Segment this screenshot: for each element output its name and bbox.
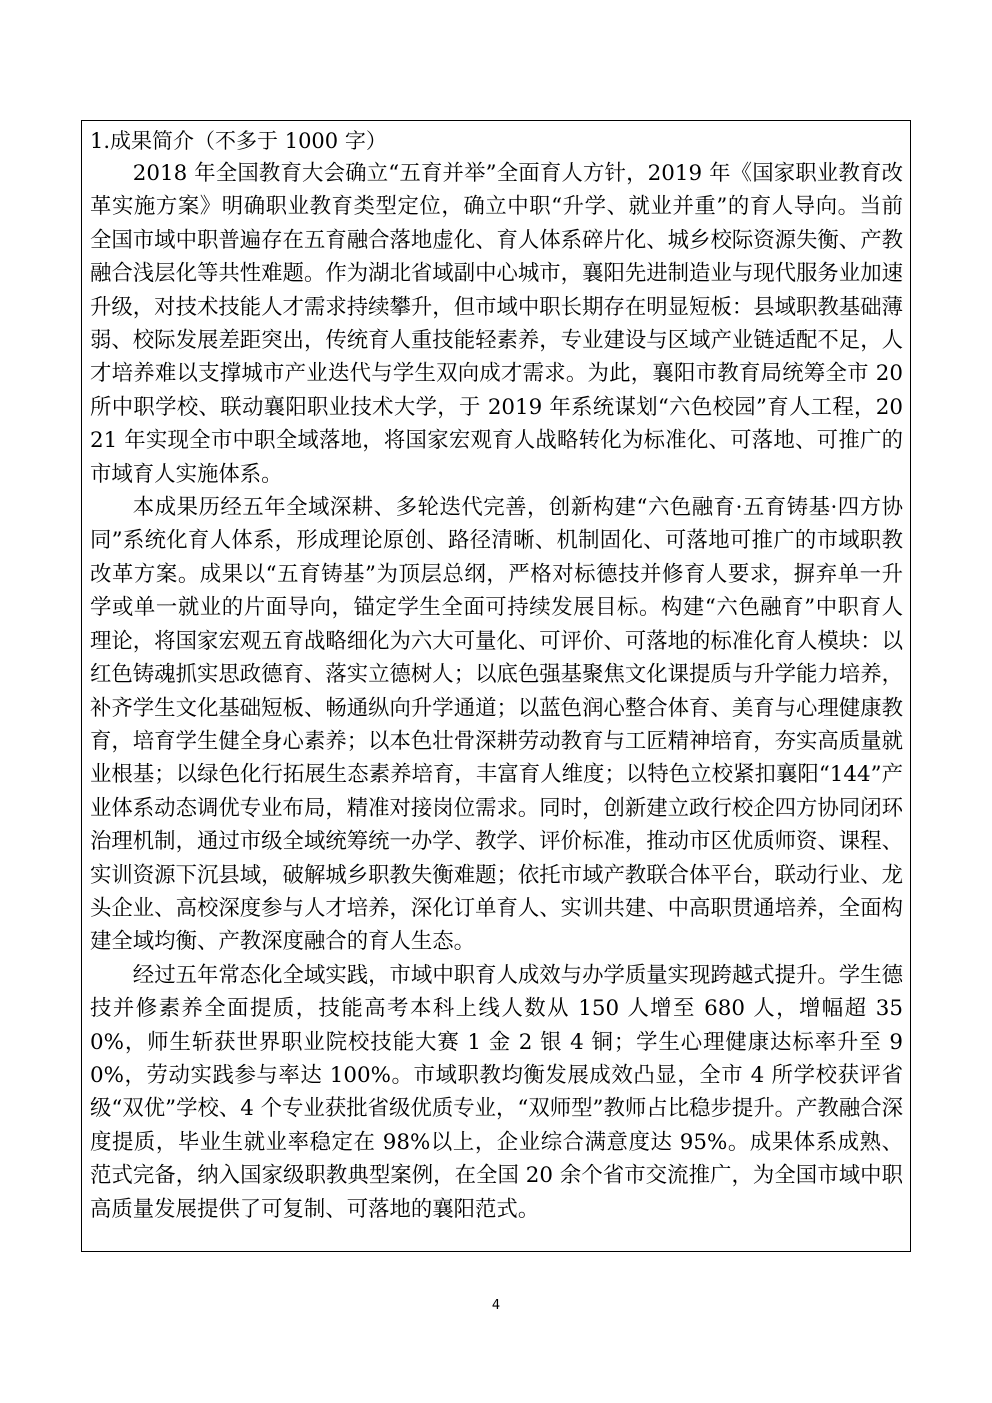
section-heading: 1.成果简介（不多于 1000 字） [90, 129, 387, 153]
content-box [81, 120, 911, 1252]
paragraph-system: 本成果历经五年全域深耕、多轮迭代完善，创新构建“六色融育·五育铸基·四方协同”系统化育人体系，形成理论原创、路径清晰、机制固化、可落地可推广的市域职教改革方案。成果以“五育铸基”为顶层总纲，严格对标德技并修育人要求，摒弃单一升学或单一就业的片面导向，锚定学生全面可持续发展目标。构建“六色融育”中职育人理论，将国家宏观五育战略细化为六大可量化、可评价、可落地的标准化育人模块：以红色铸魂抓实思政德育、落实立德树人；以底色强基聚焦文化课提质与升学能力培养，补齐学生文化基础短板、畅通纵向升学通道；以蓝色润心整合体育、美育与心理健康教育，培育学生健全身心素养；以本色壮骨深耕劳动教育与工匠精神培育，夯实高质量就业根基；以绿色化行拓展生态素养培育，丰富育人维度；以特色立校紧扣襄阳“144”产业体系动态调优专业布局，精准对接岗位需求。同时，创新建立政行校企四方协同闭环治理机制，通过市级全域统筹统一办学、教学、评价标准，推动市区优质师资、课程、实训资源下沉县域，破解城乡职教失衡难题；依托市域产教联合体平台，联动行业、龙头企业、高校深度参与人才培养，深化订单育人、实训共建、中高职贯通培养，全面构建全域均衡、产教深度融合的育人生态。 [90, 495, 903, 955]
paragraph-results: 经过五年常态化全域实践，市域中职育人成效与办学质量实现跨越式提升。学生德技并修素养全面提质，技能高考本科上线人数从 150 人增至 680 人，增幅超 350%，师生斩获世界职业院校技能大赛 1 金 2 银 4 铜；学生心理健康达标率升至 90%，劳动实践参与率达 100%。市域职教均衡发展成效凸显，全市 4 所学校获评省级“双优”学校、4 个专业获批省级优质专业，“双师型”教师占比稳步提升。产教融合深度提质，毕业生就业率稳定在 98%以上，企业综合满意度达 95%。成果体系成熟、范式完备，纳入国家级职教典型案例，在全国 20 余个省市交流推广，为全国市域中职高质量发展提供了可复制、可落地的襄阳范式。 [90, 962, 903, 1222]
paragraph-background: 2018 年全国教育大会确立“五育并举”全面育人方针，2019 年《国家职业教育改革实施方案》明确职业教育类型定位，确立中职“升学、就业并重”的育人导向。当前全国市域中职普遍存在五育融合落地虚化、育人体系碎片化、城乡校际资源失衡、产教融合浅层化等共性难题。作为湖北省域副中心城市，襄阳先进制造业与现代服务业加速升级，对技术技能人才需求持续攀升，但市域中职长期存在明显短板：县域职教基础薄弱、校际发展差距突出，传统育人重技能轻素养，专业建设与区域产业链适配不足，人才培养难以支撑城市产业迭代与学生双向成才需求。为此，襄阳市教育局统筹全市 20 所中职学校、联动襄阳职业技术大学，于 2019 年系统谋划“六色校园”育人工程，2021 年实现全市中职全域落地，将国家宏观育人战略转化为标准化、可落地、可推广的市域育人实施体系。 [90, 161, 903, 487]
page-number: 4 [491, 1298, 501, 1313]
